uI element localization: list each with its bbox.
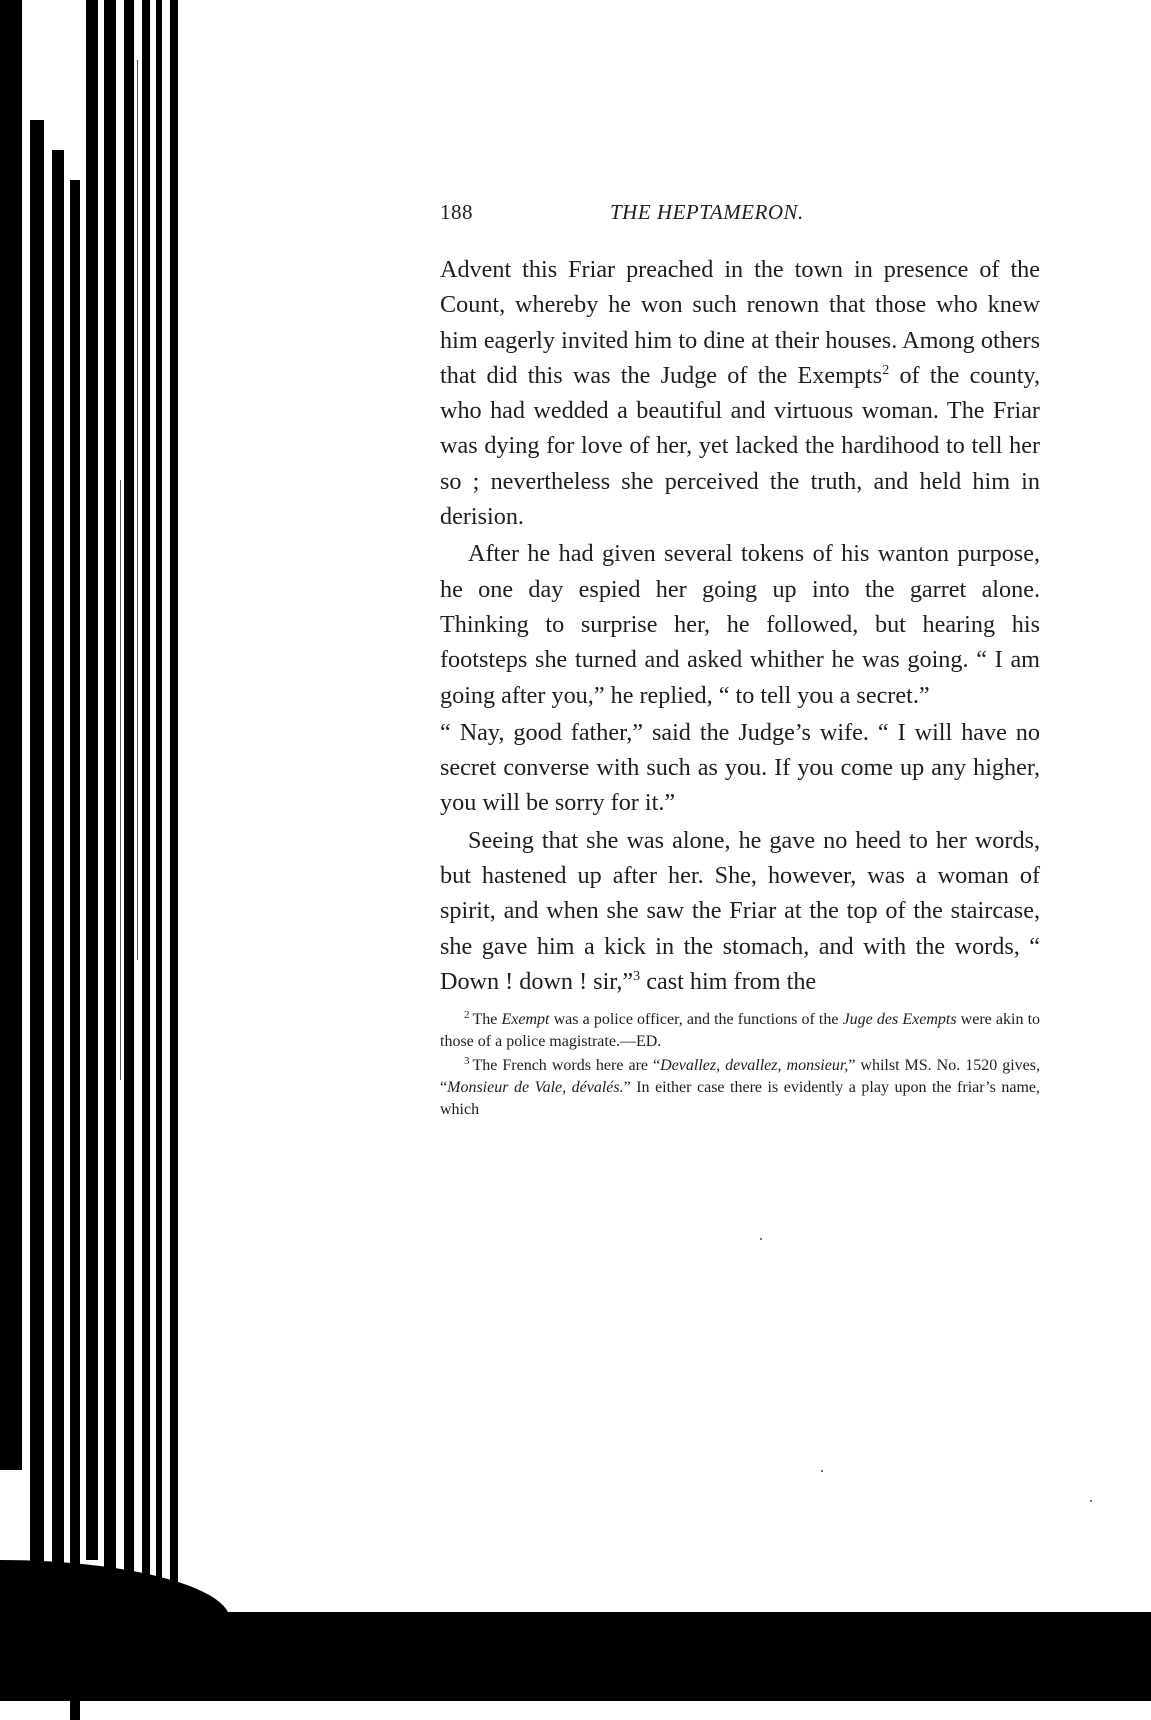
page-edge-band [170, 0, 178, 1620]
paragraph [440, 252, 1040, 534]
footnote [440, 1055, 1040, 1121]
paragraph [440, 536, 1040, 712]
page-edge-hairline [137, 60, 138, 960]
footnotes [440, 1009, 1040, 1121]
page-number: 188 [440, 200, 473, 224]
footnote-marker: 2 [464, 1008, 470, 1021]
footnote [440, 1009, 1040, 1053]
scan-dust-speck [760, 1238, 762, 1240]
footnote-italic: Devallez, devallez, monsieur, [660, 1057, 849, 1075]
footnote-text: were akin to those of a police magistrate.—ED. [440, 1011, 1041, 1051]
footnote-text: The [472, 1011, 502, 1029]
footnote-text: The French words here are “ [472, 1057, 661, 1075]
page-edge-band [30, 120, 44, 1620]
paragraph-text: of the county, who had wedded a beautiful and virtuous woman. The Friar was dying for love of her, yet lacked the hardihood to tell her so ; nevertheless she perceived the truth, and held him in derision. [440, 361, 1040, 531]
page-edge-band [0, 0, 22, 1470]
scan-dust-speck [821, 1470, 823, 1472]
paragraph [440, 715, 1040, 821]
page-edge-band [52, 150, 64, 1670]
paragraph-text: “ Nay, good father,” said the Judge’s wife. “ I will have no secret converse with such as you. If you come up any higher, you will be sorry for it.” [440, 718, 1040, 817]
scan-shadow-curve [0, 1560, 230, 1620]
footnote-italic: Juge des Exempts [842, 1011, 957, 1029]
scanned-page-edge [0, 0, 182, 1620]
scan-bottom-shadow [0, 1612, 1151, 1701]
page-edge-band [124, 0, 134, 1600]
page-edge-band [104, 0, 116, 1580]
paragraph-text: cast him from the [640, 967, 817, 995]
footnote-text: was a police officer, and the functions of the [549, 1011, 843, 1029]
running-title: THE HEPTAMERON. [610, 200, 804, 224]
paragraph-text: Advent this Friar preached in the town in presence of the Count, whereby he won such renown that those who knew him eagerly invited him to dine at their houses. Among others that did this was the Judge of the Exempts [440, 256, 1040, 389]
body-text [440, 252, 1040, 999]
footnote-reference: 3 [633, 968, 641, 984]
paragraph [440, 823, 1040, 999]
page-edge-band [70, 180, 80, 1720]
paragraph-text: Seeing that she was alone, he gave no heed to her words, but hastened up after her. She, however, was a woman of spirit, and when she saw the Friar at the top of the staircase, she gave him a kick in the stomach, and with the words, “ Down ! down ! sir,” [440, 826, 1040, 995]
page-edge-band [86, 0, 98, 1560]
paragraph-text: After he had given several tokens of his wanton purpose, he one day espied her going up into the garret alone. Thinking to surprise her, he followed, but hearing his footsteps she turned and asked whither he was going. “ I am going after you,” he replied, “ to tell you a secret.” [440, 540, 1040, 709]
footnote-italic: Exempt [501, 1011, 550, 1029]
page-edge-hairline [120, 480, 121, 1080]
running-header [440, 200, 1040, 234]
footnote-text: ” In either case there is evidently a play upon the friar’s name, which [440, 1079, 1040, 1119]
scan-dust-speck [1090, 1500, 1092, 1502]
footnote-italic: Monsieur de Vale, dévalés. [447, 1079, 624, 1097]
page-text-block [440, 200, 1040, 1123]
footnote-reference: 2 [882, 362, 890, 378]
page-edge-band [142, 0, 150, 1610]
page-edge-band [156, 0, 162, 1615]
footnote-text: ” whilst MS. No. 1520 gives, “ [440, 1057, 1041, 1097]
footnote-marker: 3 [464, 1054, 470, 1067]
